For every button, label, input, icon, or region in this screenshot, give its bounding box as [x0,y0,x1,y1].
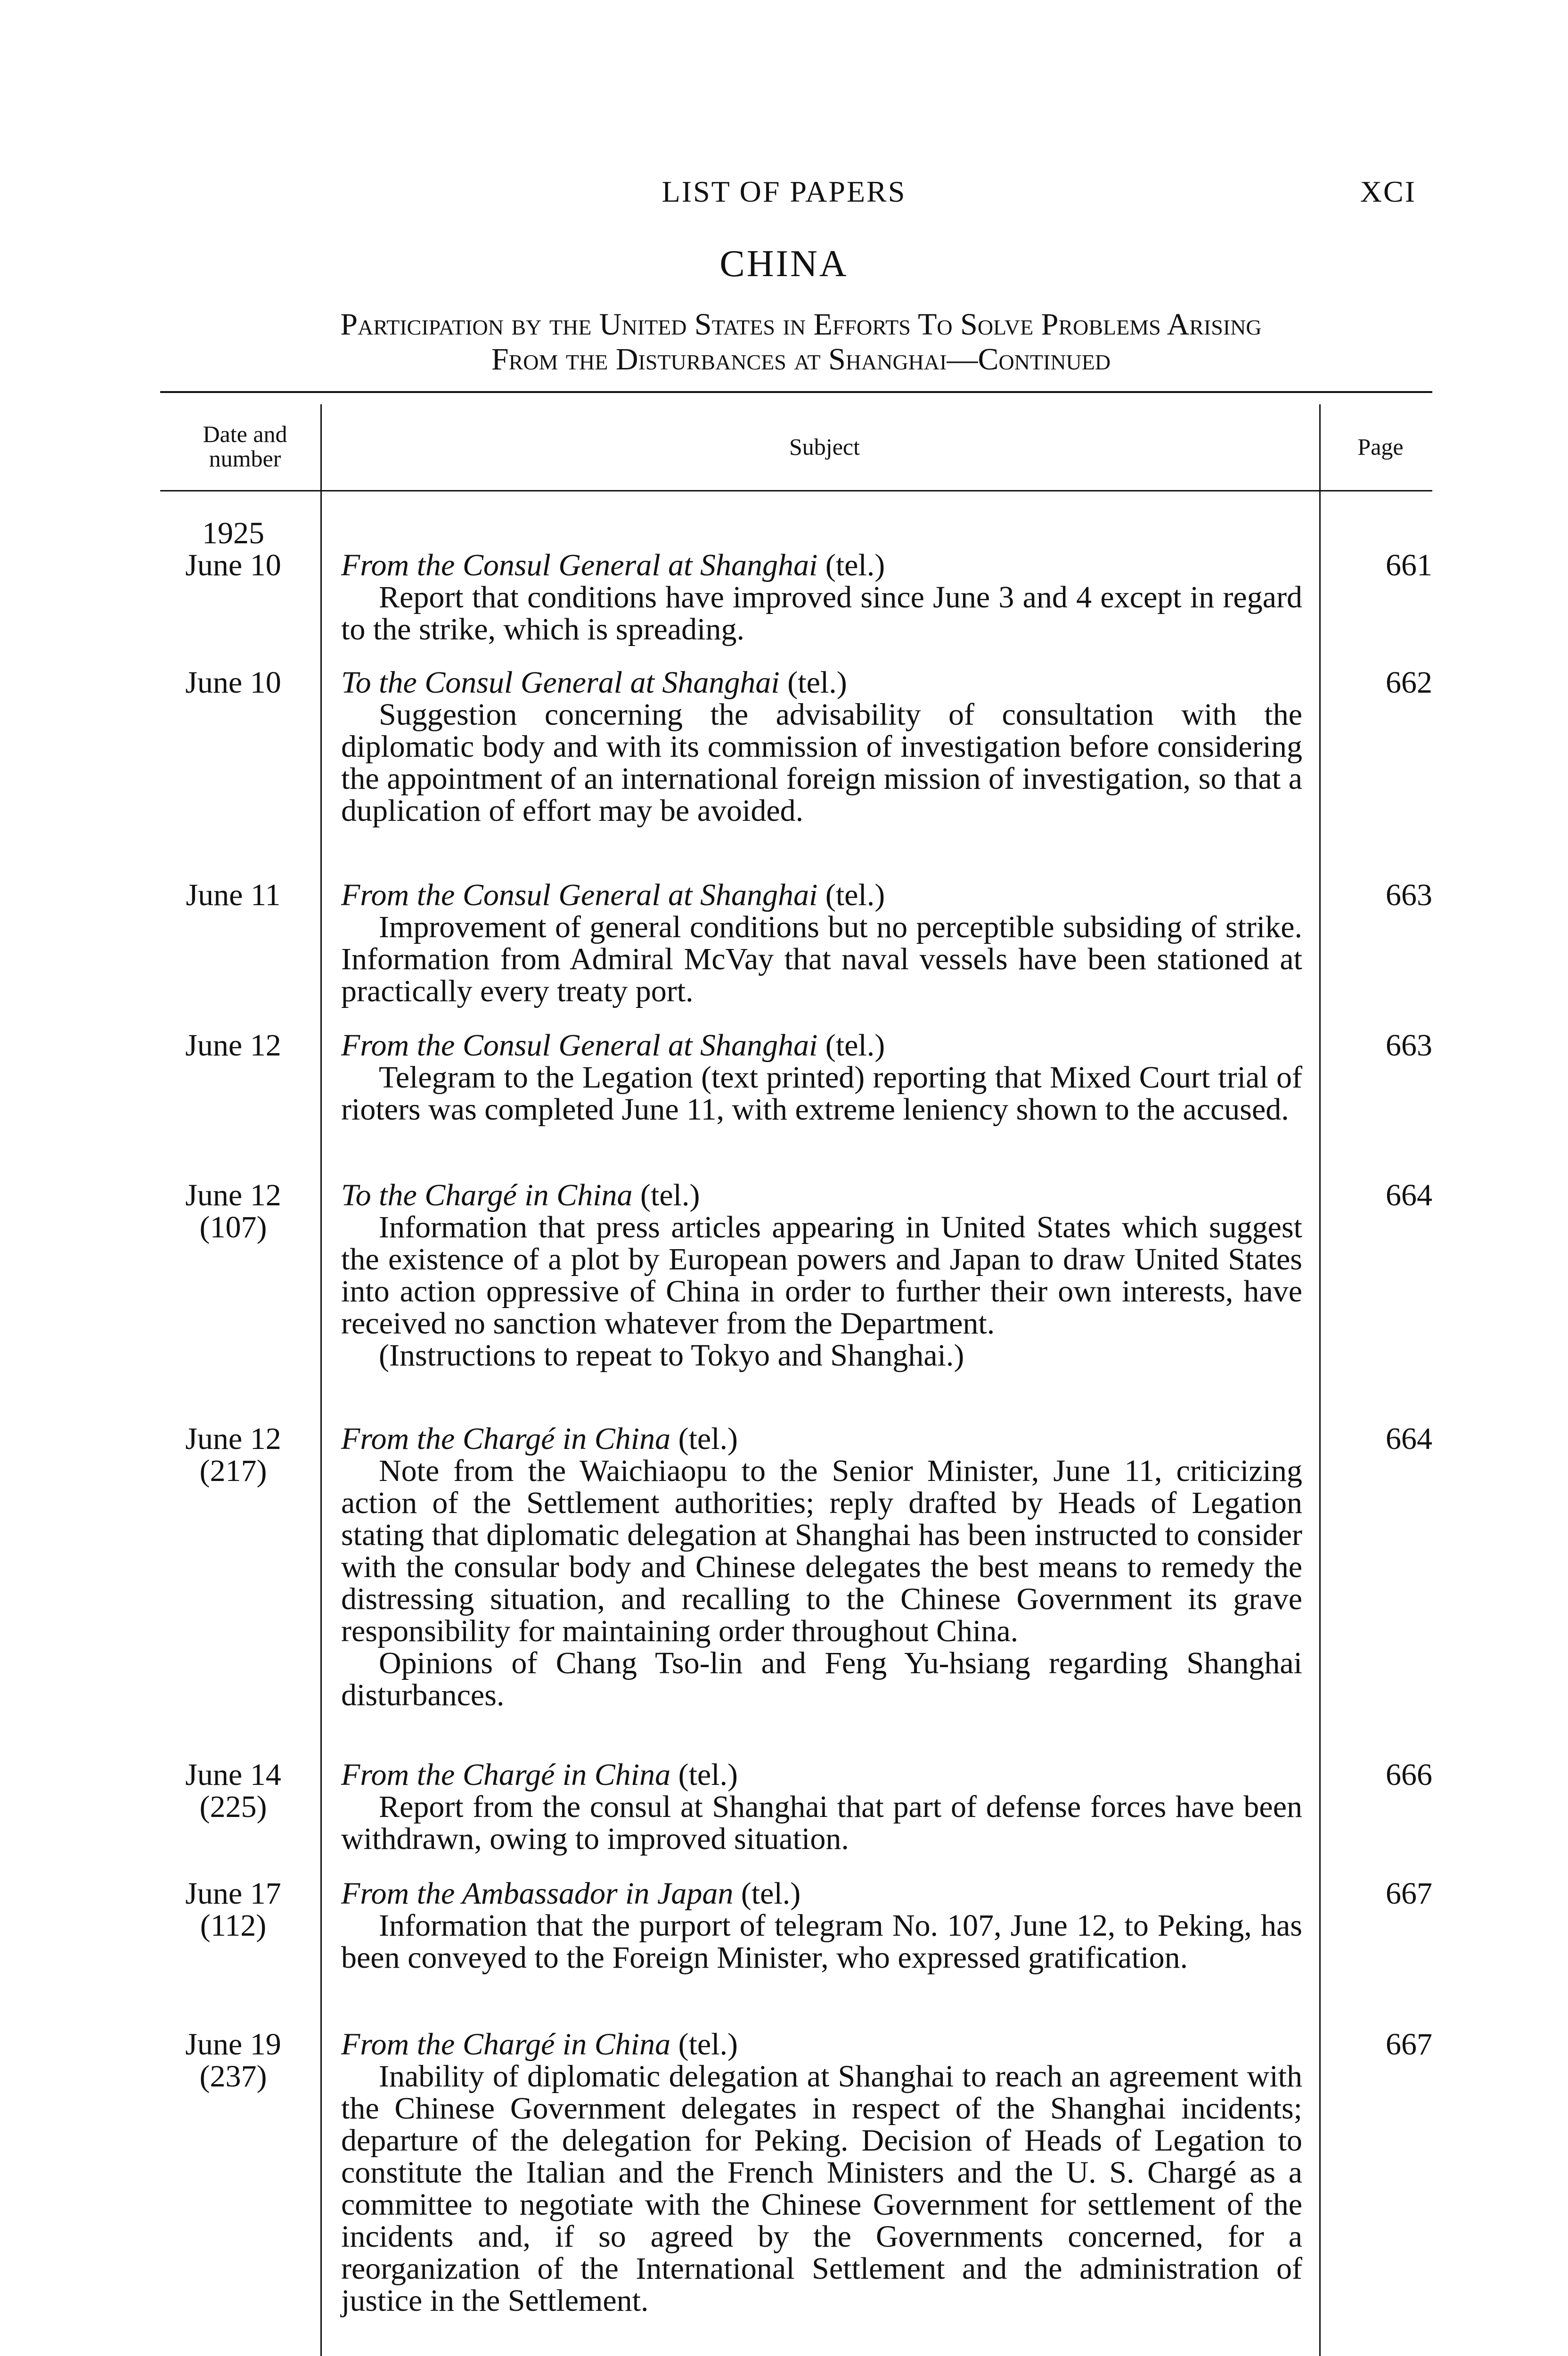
entry-page-number: 662 [1386,665,1432,700]
entry-date-label: June 19 [185,2027,281,2062]
entry-date-label: June 12 [185,1178,281,1212]
entry-from: To the Chargé in China [341,1178,641,1212]
entry-date-label: June 10 [185,548,281,582]
entry-source [341,549,1302,581]
entry-source [341,1759,1302,1791]
entry-subject [341,2029,1302,2317]
entry-date-label: June 10 [185,665,281,700]
entry-source [341,2029,1302,2061]
entry-tel: (tel.) [825,878,885,912]
subtitle-line-2: From the Disturbances at Shanghai—Continued [491,342,1111,376]
entry-tel: (tel.) [678,2027,738,2062]
entry-from: From the Consul General at Shanghai [341,548,825,582]
entry-from: From the Consul General at Shanghai [341,878,825,912]
entry-source [341,667,1302,699]
entry-tel: (tel.) [741,1876,801,1911]
entry-tel: (tel.) [678,1758,738,1792]
entry-from: From the Consul General at Shanghai [341,1028,825,1063]
entry-body-paragraph: Opinions of Chang Tso-lin and Feng Yu-hsiang regarding Shanghai disturbances. [341,1646,1302,1712]
entry-from: From the Chargé in China [341,2027,678,2062]
entry-number: (107) [199,1210,267,1244]
entry-subject [341,667,1302,827]
column-divider-right [1319,404,1321,2356]
entry-source [341,1878,1302,1910]
year-label: 1925 [202,516,264,550]
column-divider-left [320,404,322,2356]
entry-date [160,1878,306,1942]
entry-tel: (tel.) [825,548,885,582]
entry-page-number: 666 [1386,1758,1432,1792]
entry-subject [341,1423,1302,1711]
entry-page-number: 664 [1386,1178,1432,1212]
entry-date [160,1423,306,1487]
entry-page-number: 663 [1386,878,1432,912]
entry-subject [341,1759,1302,1855]
entry-date [160,1179,306,1243]
entry-page-number: 663 [1386,1028,1432,1063]
entry-date [160,1759,306,1823]
entry-tel: (tel.) [787,665,847,700]
entry-subject [341,879,1302,1007]
entry-source [341,1179,1302,1211]
entry-body-paragraph: Inability of diplomatic delegation at Shanghai to reach an agreement with the Chinese Government delegates in respect of the Shanghai incidents; departure of the delegation for Peking. Decision of Heads of Legation to constitute the Italian and the French Ministers and the U. S. Chargé as a committee to negotiate with the Chinese Government for settlement of the incidents and, if so agreed by the Governments concerned, for a reorganization of the International Settlement and the administration of justice in the Settlement. [341,2059,1302,2318]
entry-date-label: June 12 [185,1422,281,1456]
entry-tel: (tel.) [640,1178,700,1212]
entry-number: (225) [199,1790,267,1824]
subtitle-line-1: Participation by the United States in Efforts To Solve Problems Arising [340,307,1262,342]
column-header-date: Date and number [203,421,287,472]
running-head-title: LIST OF PAPERS [662,175,906,208]
entry-number: (112) [200,1908,267,1943]
entry-source [341,1423,1302,1455]
entry-tel: (tel.) [678,1422,738,1456]
entry-body-paragraph: (Instructions to repeat to Tokyo and Shanghai.) [379,1338,964,1373]
entry-page-number: 667 [1386,2027,1432,2062]
table-top-rule [160,391,1432,393]
section-subtitle [160,307,1442,377]
entry-source [341,879,1302,911]
entry-date-label: June 11 [186,878,281,912]
entry-subject [341,1878,1302,1974]
entry-date [160,549,306,581]
entry-subject [341,1030,1302,1126]
entry-body-paragraph: Suggestion concerning the advisability of consultation with the diplomatic body and with its commission of investigation before considering the appointment of an international foreign mission of investigation, so that a duplication of effort may be avoided. [341,697,1302,828]
entry-date [160,879,306,911]
entry-number: (237) [199,2059,267,2094]
entry-body-paragraph: Information that the purport of telegram No. 107, June 12, to Peking, has been conveyed to the Foreign Minister, who expressed gratification. [341,1908,1302,1975]
entry-from: From the Chargé in China [341,1758,678,1792]
column-header-page: Page [1357,434,1404,460]
entry-source [341,1030,1302,1062]
entry-body-paragraph: Report that conditions have improved since June 3 and 4 except in regard to the strike, which is spreading. [341,580,1302,646]
entry-body-paragraph: Telegram to the Legation (text printed) reporting that Mixed Court trial of rioters was completed June 11, with extreme leniency shown to the accused. [341,1060,1302,1127]
entry-body-paragraph: Report from the consul at Shanghai that part of defense forces have been withdrawn, owing to improved situation. [341,1790,1302,1856]
entry-tel: (tel.) [825,1028,885,1063]
column-header-subject: Subject [789,434,860,460]
entry-page-number: 667 [1386,1876,1432,1911]
entry-subject [341,1179,1302,1372]
table-header-rule [160,490,1432,491]
page-folio: XCI [1360,175,1416,208]
section-title: CHINA [719,243,849,285]
entry-date-label: June 14 [185,1758,281,1792]
entry-body-paragraph: Information that press articles appearing in United States which suggest the existence of a plot by European powers and Japan to draw United States into action oppressive of China in order to further their own interests, have received no sanction whatever from the Department. [341,1210,1302,1341]
entry-number: (217) [199,1454,267,1488]
entry-subject [341,549,1302,646]
entry-body-paragraph: Note from the Waichiaopu to the Senior Minister, June 11, criticizing action of the Settlement authorities; reply drafted by Heads of Legation stating that diplomatic delegation at Shanghai has been instructed to consider with the consular body and Chinese delegates the best means to remedy the distressing situation, and recalling to the Chinese Government its grave responsibility for maintaining order throughout China. [341,1454,1302,1648]
entry-date-label: June 17 [185,1876,281,1911]
entry-from: To the Consul General at Shanghai [341,665,788,700]
entry-from: From the Ambassador in Japan [341,1876,741,1911]
entry-page-number: 661 [1386,548,1432,582]
entry-from: From the Chargé in China [341,1422,678,1456]
entry-date [160,2029,306,2093]
entry-body-paragraph: Improvement of general conditions but no perceptible subsiding of strike. Information from Admiral McVay that naval vessels have been stationed at practically every treaty port. [341,910,1302,1008]
entry-date [160,1030,306,1062]
entry-page-number: 664 [1386,1422,1432,1456]
entry-date-label: June 12 [185,1028,281,1063]
entry-date [160,667,306,699]
